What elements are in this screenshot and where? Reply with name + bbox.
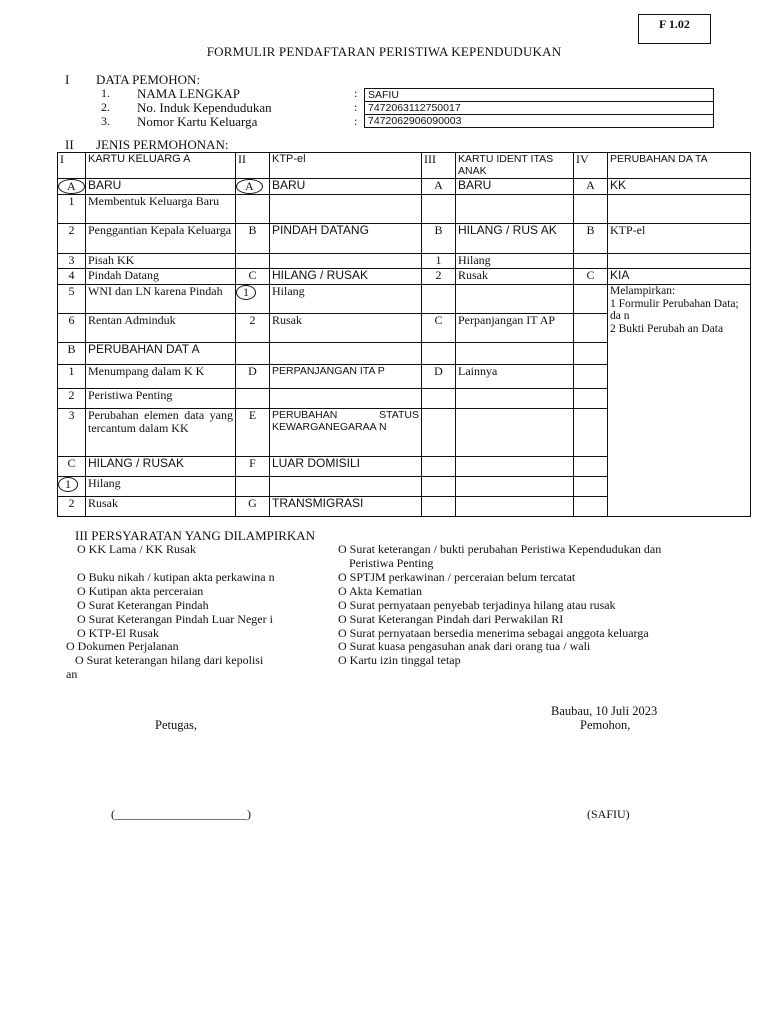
section2-number: II: [65, 137, 74, 152]
table-cell: B: [58, 343, 86, 365]
table-row: [58, 224, 751, 254]
table-cell: BARU: [86, 179, 236, 195]
form-code: F 1.02: [659, 17, 690, 31]
place-date: Baubau, 10 Juli 2023: [551, 704, 658, 718]
requirement-item: O Dokumen Perjalanan: [66, 639, 179, 653]
table-cell: A: [422, 179, 456, 195]
table-cell: Peristiwa Penting: [86, 389, 236, 409]
circled-option[interactable]: 1: [58, 477, 78, 492]
requirement-item: O Kutipan akta perceraian: [77, 584, 204, 598]
attachment-note: Melampirkan: 1 Formulir Perubahan Data; da n 2 Bukti Perubah an Data: [608, 285, 751, 517]
table-cell: B: [236, 224, 270, 254]
field-label-kk: Nomor Kartu Keluarga: [137, 114, 258, 129]
requirement-item: O SPTJM perkawinan / perceraian belum tercatat: [338, 570, 576, 584]
table-cell: E: [236, 409, 270, 457]
requirement-item: O Surat kuasa pengasuhan anak dari orang tua / wali: [338, 639, 591, 653]
table-cell: KIA: [608, 269, 751, 285]
requirement-item: Peristiwa Penting: [349, 556, 434, 570]
header-num-4: IV: [574, 153, 608, 179]
requirement-item: O Buku nikah / kutipan akta perkawina n: [77, 570, 275, 584]
header-kartu-keluarga: KARTU KELUARG A: [86, 153, 236, 179]
table-cell: Penggantian Kepala Keluarga: [86, 224, 236, 254]
applicant-name: (SAFIU): [587, 807, 630, 821]
circled-option[interactable]: 1: [236, 285, 256, 300]
table-cell: Perubahan elemen data yang tercantum dalam KK: [86, 409, 236, 457]
table-cell: TRANSMIGRASI: [270, 497, 422, 517]
requirement-item: O Surat keterangan / bukti perubahan Peristiwa Kependudukan dan: [338, 542, 662, 556]
header-num-1: I: [58, 153, 86, 179]
table-cell: Perpanjangan IT AP: [456, 314, 574, 343]
field-colon-3: :: [354, 114, 358, 128]
table-cell: Membentuk Keluarga Baru: [86, 195, 236, 224]
table-cell: C: [236, 269, 270, 285]
kk-number-field[interactable]: 7472062906090003: [364, 114, 714, 128]
section3-heading: III PERSYARATAN YANG DILAMPIRKAN: [75, 528, 316, 543]
table-cell: G: [236, 497, 270, 517]
requirement-item: O Surat Keterangan Pindah: [77, 598, 209, 612]
section1-heading: DATA PEMOHON:: [96, 72, 201, 87]
table-cell: Pindah Datang: [86, 269, 236, 285]
table-cell: 1: [58, 195, 86, 224]
table-cell: 1: [58, 365, 86, 389]
applicant-label: Pemohon,: [580, 718, 631, 732]
table-cell: C: [574, 269, 608, 285]
table-cell: KK: [608, 179, 751, 195]
table-cell: Rusak: [456, 269, 574, 285]
table-row: [58, 285, 751, 314]
table-cell: 2: [58, 224, 86, 254]
table-cell: F: [236, 457, 270, 477]
requirement-item: O KTP-El Rusak: [77, 626, 159, 640]
table-cell: HILANG / RUSAK: [270, 269, 422, 285]
table-cell: PERPANJANGAN ITA P: [270, 365, 422, 389]
table-cell: Hilang: [270, 285, 422, 314]
table-cell: 2: [58, 389, 86, 409]
field-colon-1: :: [354, 86, 358, 100]
table-cell: Pisah KK: [86, 254, 236, 269]
requirement-item: O KK Lama / KK Rusak: [77, 542, 196, 556]
header-num-2: II: [236, 153, 270, 179]
officer-signature-line: (______________________): [111, 807, 251, 821]
header-ktp-el: KTP-el: [270, 153, 422, 179]
table-cell: Hilang: [86, 477, 236, 497]
table-cell: PERUBAHAN DAT A: [86, 343, 236, 365]
application-type-table: [57, 152, 751, 517]
table-cell: LUAR DOMISILI: [270, 457, 422, 477]
field-colon-2: :: [354, 100, 358, 114]
table-cell: 2: [422, 269, 456, 285]
table-row: [58, 195, 751, 224]
officer-label: Petugas,: [155, 718, 198, 732]
requirement-item: O Kartu izin tinggal tetap: [338, 653, 461, 667]
table-cell: Lainnya: [456, 365, 574, 389]
table-cell: Rusak: [270, 314, 422, 343]
table-cell: D: [236, 365, 270, 389]
table-cell: D: [422, 365, 456, 389]
table-cell: 1: [422, 254, 456, 269]
table-cell: BARU: [456, 179, 574, 195]
header-num-3: III: [422, 153, 456, 179]
table-cell: A: [574, 179, 608, 195]
table-cell: 2: [236, 314, 270, 343]
table-cell: 4: [58, 269, 86, 285]
requirement-item: O Akta Kematian: [338, 584, 422, 598]
circled-option[interactable]: A: [236, 179, 263, 194]
section2-heading: JENIS PERMOHONAN:: [96, 137, 229, 152]
table-cell: B: [422, 224, 456, 254]
section1-number: I: [65, 72, 70, 87]
table-cell: HILANG / RUSAK: [86, 457, 236, 477]
table-cell: BARU: [270, 179, 422, 195]
table-cell: Rentan Adminduk: [86, 314, 236, 343]
table-row: [58, 269, 751, 285]
form-code-box: [638, 14, 711, 44]
table-cell: KTP-el: [608, 224, 751, 254]
header-perubahan-data: PERUBAHAN DA TA: [608, 153, 751, 179]
table-cell: 3: [58, 254, 86, 269]
header-kia: KARTU IDENT ITAS ANAK: [456, 153, 574, 179]
table-cell: WNI dan LN karena Pindah: [86, 285, 236, 314]
circled-option[interactable]: A: [58, 179, 85, 194]
requirement-item: O Surat Keterangan Pindah dari Perwakilan RI: [338, 612, 564, 626]
table-cell: 6: [58, 314, 86, 343]
table-cell: 5: [58, 285, 86, 314]
table-cell: 2: [58, 497, 86, 517]
table-cell: Rusak: [86, 497, 236, 517]
requirement-item: O Surat keterangan hilang dari kepolisi: [75, 653, 264, 667]
table-cell: HILANG / RUS AK: [456, 224, 574, 254]
table-cell: Hilang: [456, 254, 574, 269]
table-row: [58, 179, 751, 195]
table-cell: Menumpang dalam K K: [86, 365, 236, 389]
field-num-1: 1.: [101, 86, 110, 100]
field-num-2: 2.: [101, 100, 110, 114]
field-num-3: 3.: [101, 114, 110, 128]
table-cell: PINDAH DATANG: [270, 224, 422, 254]
table-cell: C: [58, 457, 86, 477]
requirement-item: O Surat pernyataan penyebab terjadinya hilang atau rusak: [338, 598, 616, 612]
name-field[interactable]: SAFIU: [364, 88, 714, 102]
table-cell: B: [574, 224, 608, 254]
table-cell: C: [422, 314, 456, 343]
nik-field[interactable]: 7472063112750017: [364, 101, 714, 115]
requirement-item: O Surat Keterangan Pindah Luar Neger i: [77, 612, 273, 626]
table-cell: 3: [58, 409, 86, 457]
form-title: FORMULIR PENDAFTARAN PERISTIWA KEPENDUDUKAN: [206, 44, 562, 59]
requirement-item: O Surat pernyataan bersedia menerima sebagai anggota keluarga: [338, 626, 649, 640]
field-label-name: NAMA LENGKAP: [137, 86, 240, 101]
table-header-row: [58, 153, 751, 179]
table-row: [58, 254, 751, 269]
requirement-item: an: [66, 667, 78, 681]
table-cell: PERUBAHAN STATUS KEWARGANEGARAA N: [270, 409, 422, 457]
field-label-nik: No. Induk Kependudukan: [137, 100, 272, 115]
